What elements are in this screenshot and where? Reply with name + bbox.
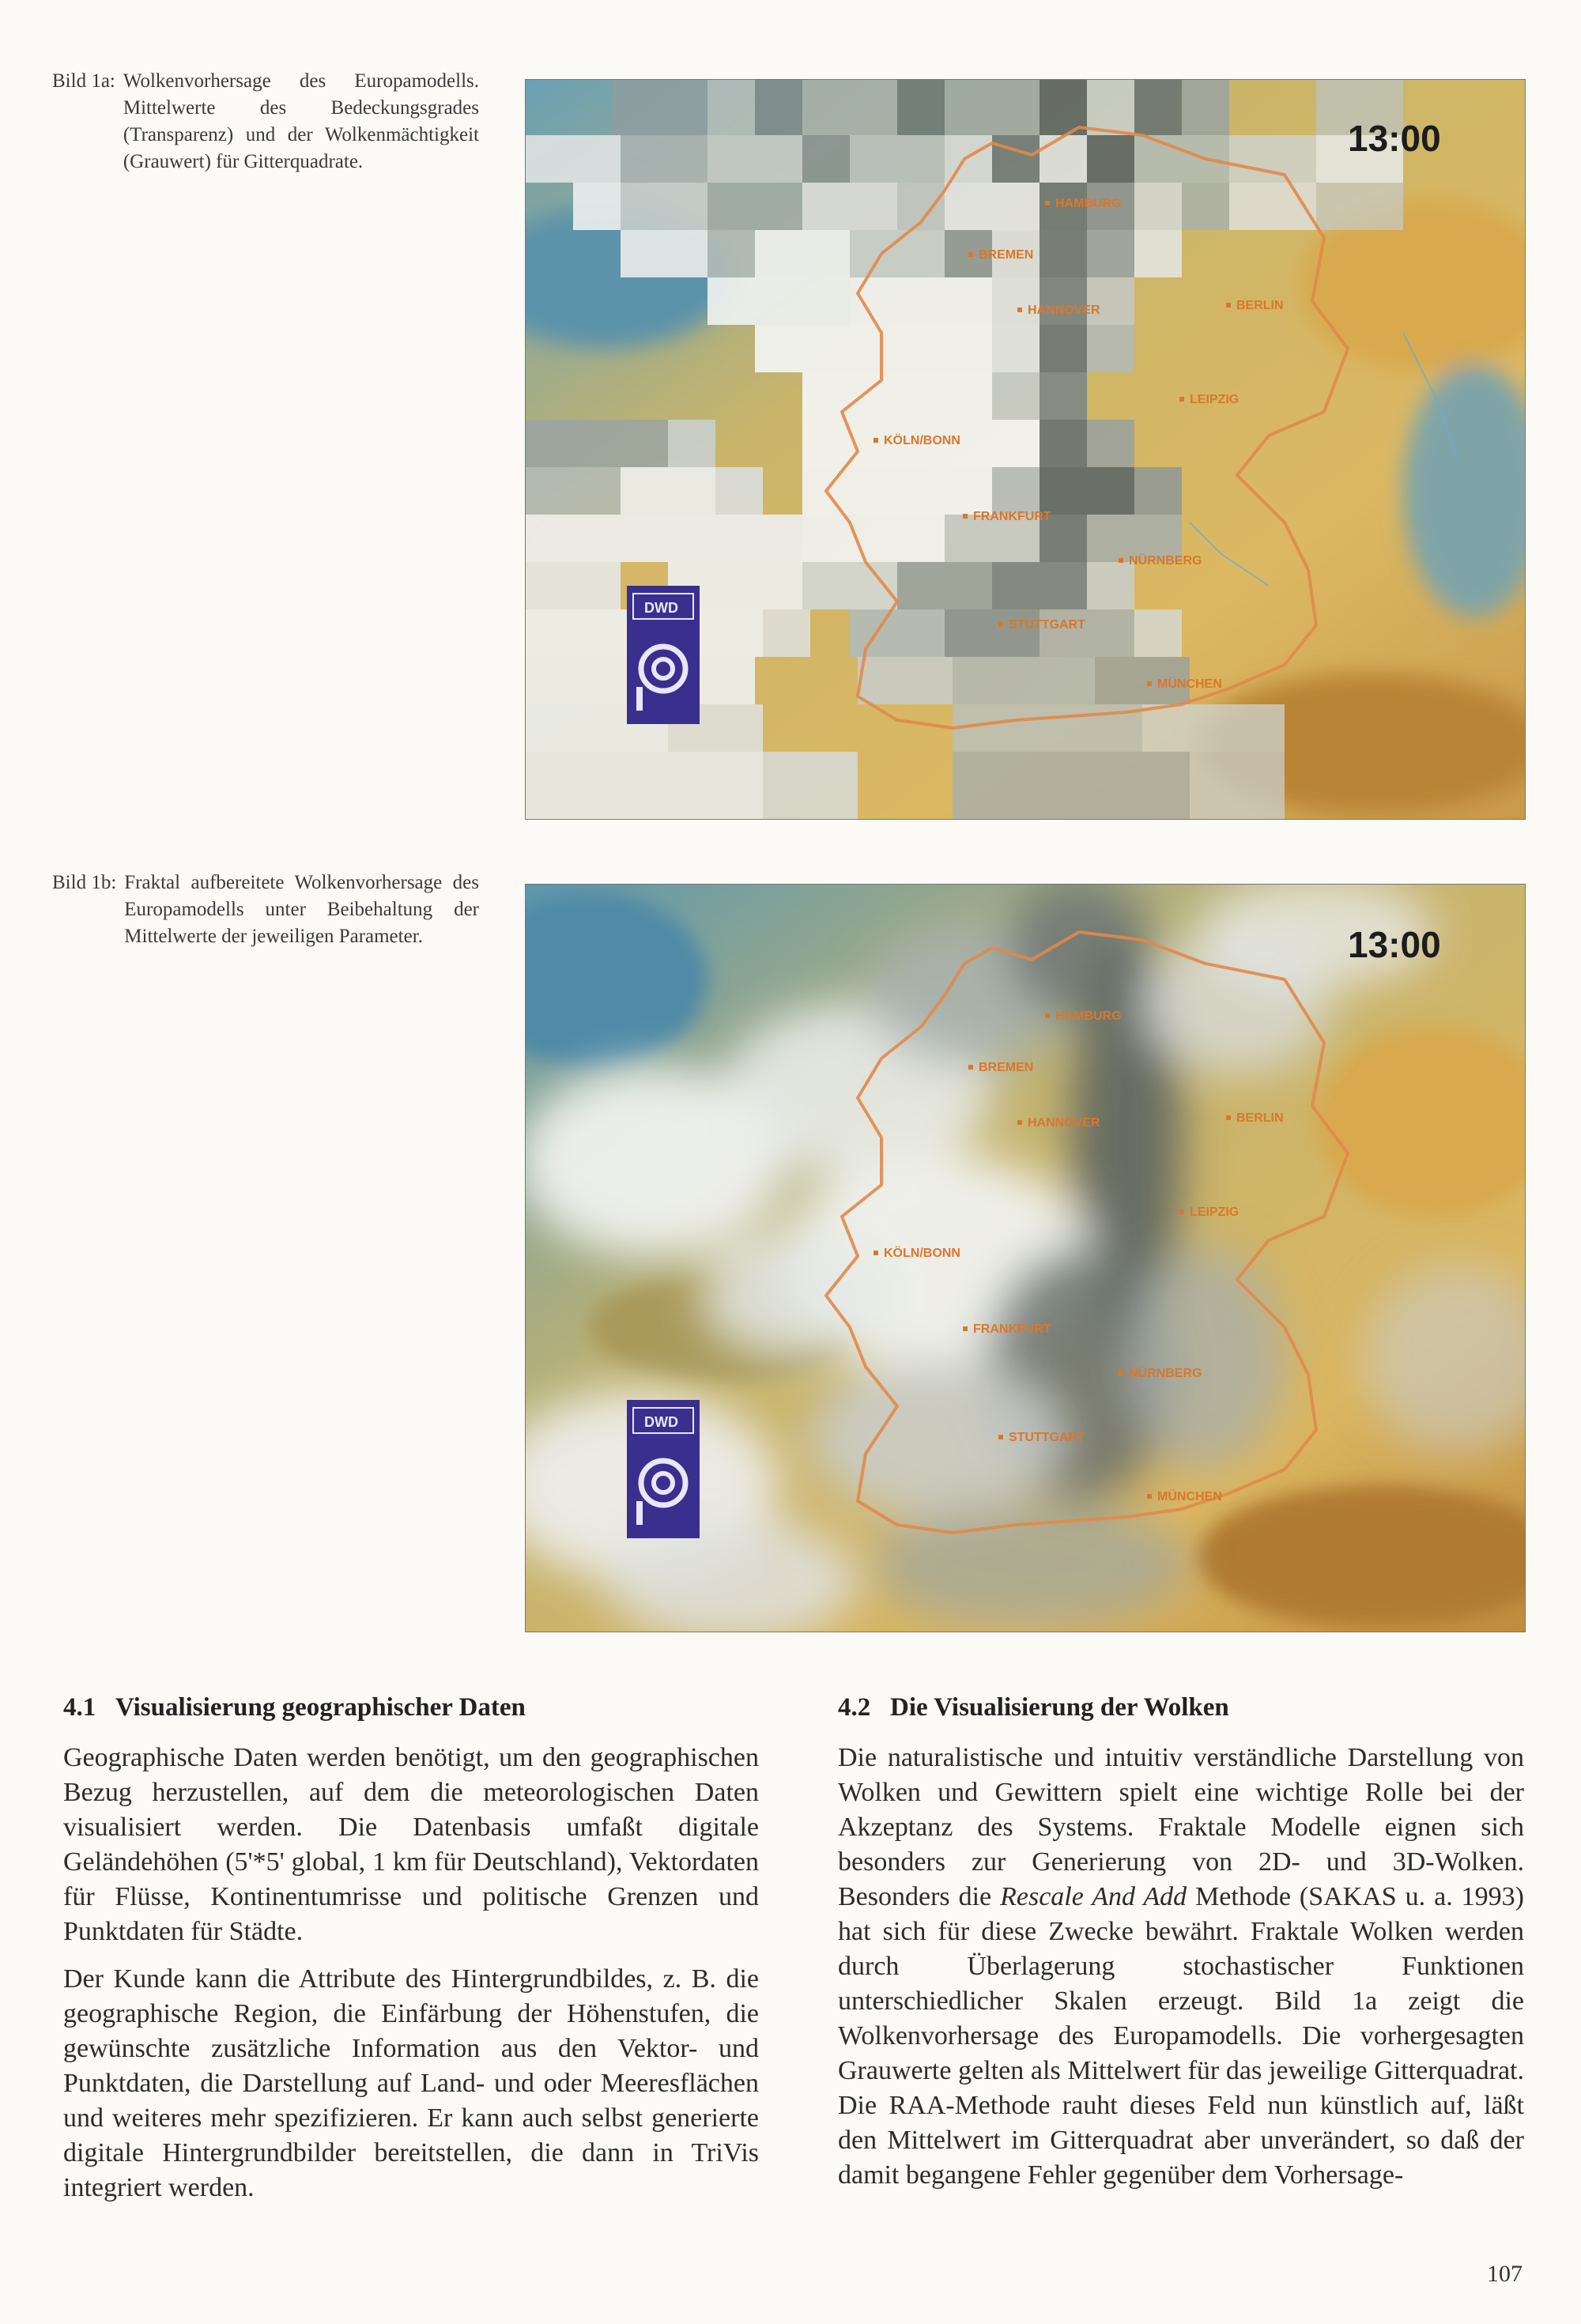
city-label: NÜRNBERG — [1129, 554, 1202, 568]
figure-1a-caption-text: Wolkenvorhersage des Europamodells. Mittelwerte des Bedeckungsgrades (Transparenz) und der Wolkenmächtigkeit (Grauwert) für Gitterquadrate. — [123, 70, 479, 172]
city-label: STUTTGART — [1009, 1431, 1085, 1444]
section-4-2-heading — [838, 1692, 1524, 1723]
city-label: HANNOVER — [1028, 1116, 1100, 1130]
forecast-time: 13:00 — [1348, 118, 1441, 159]
city-label: NÜRNBERG — [1129, 1367, 1202, 1380]
section-4-2-number: 4.2 — [838, 1693, 871, 1722]
figure-1a-label: Bild 1a: — [52, 70, 115, 92]
dwd-logo — [627, 1400, 700, 1538]
forecast-time: 13:00 — [1348, 924, 1441, 965]
figure-1a-map — [525, 79, 1526, 820]
figure-1b-label: Bild 1b: — [52, 872, 117, 893]
city-label: FRANKFURT — [973, 1322, 1051, 1336]
figure-1b-caption-text: Fraktal aufbereitete Wolkenvorhersage des Europamodells unter Beibehaltung der Mittelwerte der jeweiligen Parameter. — [124, 872, 479, 947]
city-label: KÖLN/BONN — [884, 434, 960, 447]
city-label: STUTTGART — [1009, 618, 1085, 632]
section-4-2-text-start: Die naturalistische und intuitiv verständliche Darstellung von Wolken und Gewittern spielt eine wichtige Rolle bei der Akzeptanz des Systems. Fraktale Modelle eignen sich besonders zur Generierung von 2D- und 3D-Wolken. Besonders die — [838, 1743, 1524, 1911]
section-4-2-paragraph — [838, 1741, 1524, 2193]
figure-1b-caption — [52, 870, 479, 950]
section-4-2 — [838, 1692, 1524, 2205]
section-4-2-text-rest: Methode (SAKAS u. a. 1993) hat sich für diese Zwecke bewährt. Fraktale Wolken werden durch Überlagerung stochastischer Funktionen unterschiedlicher Skalen erzeugt. Bild 1a zeigt die Wolkenvorhersage des Europamodells. Die vorhergesagten Grauwerte gelten als Mittelwert für das jeweilige Gitterquadrat. Die RAA-Methode rauht dieses Feld nun künstlich auf, läßt den Mittelwert im Gitterquadrat aber unverändert, so daß der damit begangene Fehler gegenüber dem Vorhersage- — [838, 1882, 1525, 2190]
city-label: MÜNCHEN — [1157, 1490, 1222, 1503]
figure-1b-svg — [526, 885, 1525, 1632]
city-label: BREMEN — [979, 1061, 1034, 1074]
section-4-1-title: Visualisierung geographischer Daten — [115, 1693, 526, 1722]
city-label: HAMBURG — [1055, 197, 1122, 210]
figure-1b-map — [525, 884, 1526, 1632]
city-label: FRANKFURT — [973, 510, 1051, 523]
dwd-logo-text: DWD — [644, 1414, 678, 1430]
city-label: LEIPZIG — [1190, 1205, 1240, 1219]
city-label: HAMBURG — [1055, 1009, 1122, 1023]
section-4-1-paragraph: Geographische Daten werden benötigt, um den geographischen Bezug herzustellen, auf dem die meteorologischen Daten visualisiert werden. Die Datenbasis umfaßt digitale Geländehöhen (5'*5' global, 1 km für Deutschland), Vektordaten für Flüsse, Kontinentumrisse und politische Grenzen und Punktdaten für Städte. — [63, 1743, 759, 1946]
section-4-1-heading — [63, 1692, 759, 1723]
city-label: MÜNCHEN — [1157, 677, 1222, 691]
city-label: BERLIN — [1236, 1111, 1284, 1125]
city-label: BERLIN — [1236, 299, 1284, 312]
dwd-logo-text: DWD — [644, 600, 678, 616]
city-label: HANNOVER — [1028, 304, 1100, 317]
section-4-1-paragraph: Der Kunde kann die Attribute des Hintergrundbildes, z. B. die geographische Region, die Einfärbung der Höhenstufen, die gewünschte zusätzliche Information aus den Vektor- und Punktdaten, die Darstellung auf Land- und oder Meeresflächen und weiteres mehr spezifizieren. Er kann auch selbst generierte digitale Hintergrundbilder bereitstellen, die dann in TriVis integriert werden. — [63, 1964, 759, 2202]
section-4-2-method-name: Rescale And Add — [1000, 1882, 1187, 1911]
city-label: KÖLN/BONN — [884, 1247, 960, 1260]
city-label: LEIPZIG — [1190, 393, 1240, 406]
figure-1a-caption — [52, 68, 479, 175]
page-number: 107 — [1487, 2261, 1523, 2287]
section-4-1-number: 4.1 — [63, 1693, 96, 1722]
section-4-2-title: Die Visualisierung der Wolken — [890, 1693, 1229, 1722]
section-4-1 — [63, 1692, 759, 2218]
dwd-logo — [627, 586, 700, 724]
city-label: BREMEN — [979, 248, 1034, 262]
figure-1a-svg — [526, 80, 1525, 819]
